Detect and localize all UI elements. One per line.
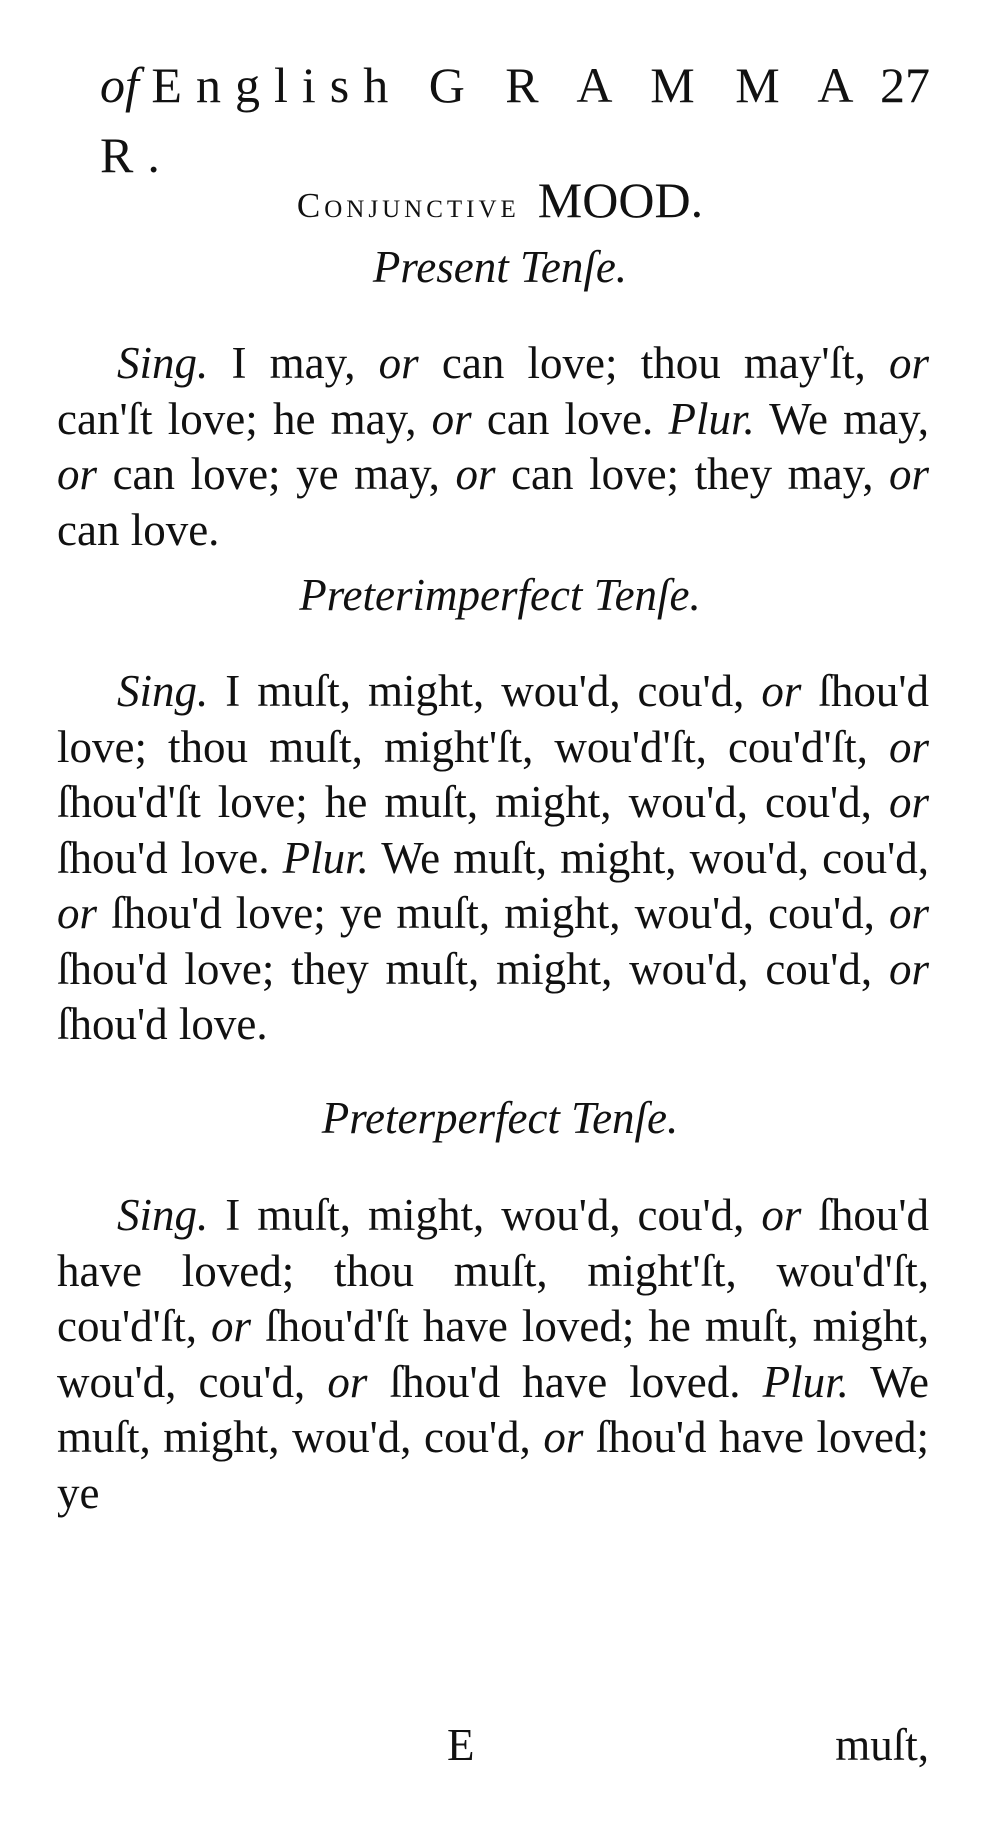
text-run: ſhou'd'ſt love; he muſt, might, wou'd, cou'd, — [57, 777, 889, 827]
italic-run: or — [888, 777, 929, 827]
text-run: ſhou'd have loved. — [367, 1356, 763, 1407]
text-run: ſhou'd love; ye muſt, might, wou'd, cou'd, — [97, 888, 889, 938]
italic-run: Sing. — [117, 1190, 209, 1240]
text-run: ſhou'd love. — [57, 999, 268, 1049]
text-run: ſhou'd have loved; thou muſt, might'ſt, wou'd'ſt, cou'd'ſt, — [57, 1190, 929, 1351]
italic-run: Plur. — [762, 1356, 849, 1407]
italic-run: or — [211, 1301, 252, 1351]
paragraph-preterperfect — [57, 1188, 929, 1521]
text-run: can love. — [471, 393, 669, 444]
running-head-title: English G R A M M A R. — [100, 57, 865, 183]
italic-run: or — [888, 338, 929, 388]
italic-run: Sing. — [117, 338, 209, 388]
paragraph-preterimperfect — [57, 664, 929, 1053]
text-run: ſhou'd love; thou muſt, might'ſt, wou'd'ſt, cou'd'ſt, — [57, 666, 929, 772]
italic-run: or — [543, 1412, 584, 1462]
italic-run: or — [888, 943, 929, 994]
italic-run: or — [431, 393, 472, 444]
italic-run: or — [889, 449, 930, 499]
text-run: We may, — [754, 393, 929, 444]
text-run: We muſt, might, wou'd, cou'd, — [368, 832, 929, 883]
text-run: can love; ye may, — [97, 449, 456, 499]
page-footer — [57, 1715, 929, 1775]
text-run: ſhou'd'ſt have loved; he muſt, might, wou'd, cou'd, — [57, 1301, 929, 1407]
italic-run: Plur. — [668, 393, 755, 444]
italic-run: or — [888, 721, 929, 772]
italic-run: or — [888, 888, 929, 938]
tense-heading-present: Present Tenſe. — [372, 242, 628, 292]
page-number: 27 — [880, 57, 930, 113]
italic-run: or — [57, 888, 98, 938]
text-run: can'ſt love; he may, — [57, 393, 432, 444]
mood-heading — [0, 165, 1000, 241]
running-head-of: of — [100, 57, 139, 113]
italic-run: or — [57, 449, 98, 499]
text-run: We muſt, might, wou'd, cou'd, — [57, 1356, 929, 1462]
tense-heading-preterperfect: Preterperfect Tenſe. — [321, 1093, 679, 1143]
italic-run: or — [378, 338, 419, 388]
italic-run: Plur. — [282, 832, 369, 883]
mood-heading-word: MOOD. — [537, 172, 704, 228]
text-run: ſhou'd have loved; ye — [57, 1412, 929, 1518]
signature-mark: E — [447, 1720, 475, 1770]
text-run: can love. — [57, 504, 220, 555]
mood-heading-smallcaps: Conjunctive — [296, 186, 520, 225]
italic-run: or — [761, 666, 802, 716]
text-run: can love; thou may'ſt, — [418, 338, 889, 388]
italic-run: or — [327, 1356, 368, 1407]
running-head — [100, 50, 930, 183]
paragraph-present — [57, 336, 929, 558]
text-run: ſhou'd love. — [57, 832, 283, 883]
italic-run: Sing. — [117, 666, 209, 716]
text-run: I muſt, might, wou'd, cou'd, — [208, 666, 762, 716]
tense-heading-preterimperfect: Preterimperfect Tenſe. — [299, 570, 701, 620]
italic-run: or — [455, 449, 496, 499]
text-run: can love; they may, — [495, 449, 889, 499]
text-run: I muſt, might, wou'd, cou'd, — [208, 1190, 762, 1240]
text-run: I may, — [208, 338, 379, 388]
italic-run: or — [761, 1190, 802, 1240]
catchword: muſt, — [835, 1720, 929, 1770]
text-run: ſhou'd love; they muſt, might, wou'd, cou'd, — [57, 943, 889, 994]
